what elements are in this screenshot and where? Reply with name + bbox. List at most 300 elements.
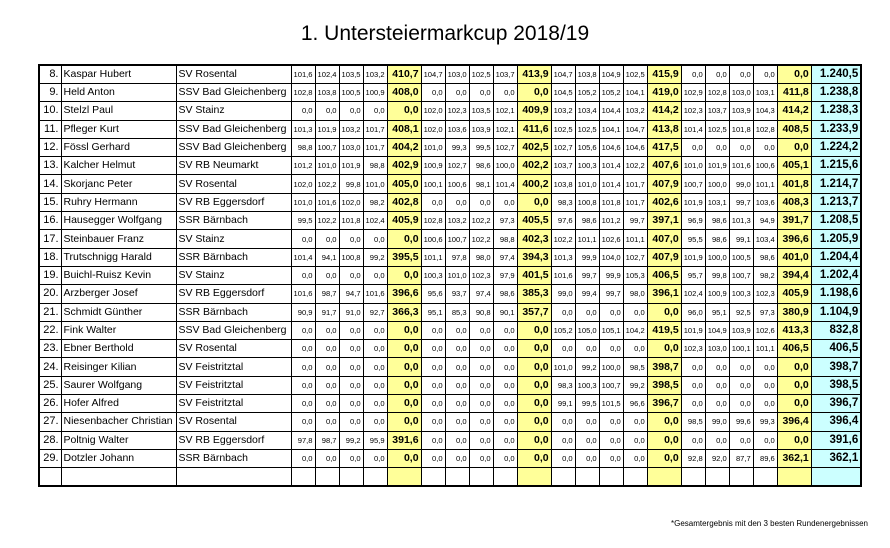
series-score-cell: 102,1 [493,102,517,120]
series-score-cell: 101,5 [599,395,623,413]
round-total-cell: 0,0 [387,358,421,376]
series-score-cell: 100,8 [339,248,363,266]
club-cell: SSR Bärnbach [176,303,291,321]
series-score-cell: 101,9 [705,157,729,175]
series-score-cell: 103,9 [729,102,753,120]
series-score-cell: 101,0 [363,175,387,193]
series-score-cell: 0,0 [445,376,469,394]
series-score-cell: 104,0 [599,248,623,266]
series-score-cell: 99,3 [753,413,777,431]
series-score-cell: 0,0 [339,395,363,413]
series-score-cell: 99,2 [339,431,363,449]
series-score-cell: 0,0 [291,321,315,339]
series-score-cell: 103,2 [339,120,363,138]
series-score-cell: 99,2 [363,248,387,266]
empty-cell [705,468,729,486]
grand-total-cell: 1.215,6 [811,157,861,175]
series-score-cell: 92,8 [681,449,705,467]
series-score-cell: 100,0 [705,175,729,193]
series-score-cell: 104,1 [599,120,623,138]
series-score-cell: 105,0 [575,321,599,339]
series-score-cell: 101,8 [729,120,753,138]
series-score-cell: 97,8 [445,248,469,266]
series-score-cell: 104,1 [623,84,647,102]
round-total-cell: 0,0 [517,431,551,449]
round-total-cell: 410,7 [387,65,421,84]
series-score-cell: 99,5 [291,212,315,230]
club-cell: SV Rosental [176,175,291,193]
series-score-cell: 101,7 [623,175,647,193]
series-score-cell: 100,3 [729,285,753,303]
round-total-cell: 405,0 [387,175,421,193]
series-score-cell: 0,0 [493,413,517,431]
series-score-cell: 0,0 [339,321,363,339]
empty-cell [623,468,647,486]
grand-total-cell: 396,7 [811,395,861,413]
series-score-cell: 102,5 [551,120,575,138]
round-total-cell: 407,0 [647,230,681,248]
series-score-cell: 102,7 [445,157,469,175]
series-score-cell: 104,2 [623,321,647,339]
series-score-cell: 104,5 [551,84,575,102]
round-total-cell: 0,0 [387,340,421,358]
round-total-cell: 408,3 [777,193,811,211]
round-total-cell: 396,1 [647,285,681,303]
series-score-cell: 100,9 [363,84,387,102]
club-cell: SV Stainz [176,102,291,120]
shooter-name-cell: Hausegger Wolfgang [61,212,176,230]
series-score-cell: 0,0 [681,376,705,394]
series-score-cell: 103,5 [469,102,493,120]
shooter-name-cell: Reisinger Kilian [61,358,176,376]
series-score-cell: 0,0 [291,449,315,467]
series-score-cell: 0,0 [339,230,363,248]
series-score-cell: 0,0 [575,431,599,449]
round-total-cell: 402,5 [517,138,551,156]
round-total-cell: 0,0 [777,358,811,376]
round-total-cell: 411,8 [777,84,811,102]
series-score-cell: 104,4 [599,102,623,120]
series-score-cell: 0,0 [421,413,445,431]
series-score-cell: 0,0 [421,193,445,211]
series-score-cell: 101,0 [445,266,469,284]
rank-cell: 12. [39,138,61,156]
series-score-cell: 99,9 [575,248,599,266]
grand-total-cell: 1.204,4 [811,248,861,266]
series-score-cell: 97,3 [753,303,777,321]
empty-cell [61,468,176,486]
table-row [39,138,861,156]
empty-cell [811,468,861,486]
round-total-cell: 401,8 [777,175,811,193]
series-score-cell: 100,9 [421,157,445,175]
series-score-cell: 0,0 [705,395,729,413]
series-score-cell: 100,6 [445,175,469,193]
grand-total-cell: 1.202,4 [811,266,861,284]
round-total-cell: 401,0 [777,248,811,266]
series-score-cell: 94,9 [753,212,777,230]
grand-total-cell: 398,5 [811,376,861,394]
series-score-cell: 0,0 [291,395,315,413]
grand-total-cell: 406,5 [811,340,861,358]
round-total-cell: 400,2 [517,175,551,193]
grand-total-cell: 1.198,6 [811,285,861,303]
rank-cell: 26. [39,395,61,413]
round-total-cell: 414,2 [647,102,681,120]
series-score-cell: 101,9 [681,248,705,266]
series-score-cell: 0,0 [291,358,315,376]
series-score-cell: 103,8 [315,84,339,102]
series-score-cell: 92,7 [363,303,387,321]
table-row [39,157,861,175]
round-total-cell: 419,5 [647,321,681,339]
series-score-cell: 0,0 [421,358,445,376]
grand-total-cell: 1.104,9 [811,303,861,321]
series-score-cell: 103,9 [469,120,493,138]
series-score-cell: 102,8 [705,84,729,102]
series-score-cell: 102,2 [551,230,575,248]
round-total-cell: 396,6 [387,285,421,303]
table-row [39,102,861,120]
round-total-cell: 391,7 [777,212,811,230]
series-score-cell: 98,6 [469,157,493,175]
series-score-cell: 0,0 [363,395,387,413]
series-score-cell: 101,1 [753,175,777,193]
round-total-cell: 406,5 [647,266,681,284]
series-score-cell: 99,9 [599,266,623,284]
series-score-cell: 0,0 [705,358,729,376]
series-score-cell: 101,7 [363,120,387,138]
series-score-cell: 102,8 [421,212,445,230]
series-score-cell: 0,0 [421,84,445,102]
round-total-cell: 413,3 [777,321,811,339]
empty-cell [753,468,777,486]
series-score-cell: 100,3 [421,266,445,284]
shooter-name-cell: Arzberger Josef [61,285,176,303]
series-score-cell: 90,9 [291,303,315,321]
shooter-name-cell: Dotzler Johann [61,449,176,467]
series-score-cell: 0,0 [681,138,705,156]
series-score-cell: 102,5 [575,120,599,138]
series-score-cell: 0,0 [729,431,753,449]
series-score-cell: 0,0 [551,449,575,467]
series-score-cell: 0,0 [445,84,469,102]
round-total-cell: 0,0 [777,431,811,449]
round-total-cell: 396,4 [777,413,811,431]
series-score-cell: 103,4 [753,230,777,248]
empty-cell [777,468,811,486]
series-score-cell: 0,0 [623,303,647,321]
round-total-cell: 0,0 [387,449,421,467]
series-score-cell: 97,8 [291,431,315,449]
rank-cell: 27. [39,413,61,431]
series-score-cell: 97,9 [493,266,517,284]
series-score-cell: 0,0 [469,413,493,431]
rank-cell: 20. [39,285,61,303]
series-score-cell: 0,0 [575,449,599,467]
series-score-cell: 105,1 [599,321,623,339]
round-total-cell: 419,0 [647,84,681,102]
series-score-cell: 0,0 [363,321,387,339]
series-score-cell: 0,0 [315,321,339,339]
empty-cell [599,468,623,486]
shooter-name-cell: Hofer Alfred [61,395,176,413]
table-row [39,212,861,230]
shooter-name-cell: Kalcher Helmut [61,157,176,175]
series-score-cell: 0,0 [493,358,517,376]
rank-cell: 28. [39,431,61,449]
round-total-cell: 0,0 [517,413,551,431]
shooter-name-cell: Kaspar Hubert [61,65,176,84]
series-score-cell: 104,7 [551,65,575,84]
series-score-cell: 102,0 [421,102,445,120]
series-score-cell: 0,0 [729,376,753,394]
series-score-cell: 0,0 [363,449,387,467]
series-score-cell: 101,6 [291,285,315,303]
series-score-cell: 0,0 [705,138,729,156]
shooter-name-cell: Ebner Berthold [61,340,176,358]
series-score-cell: 0,0 [315,230,339,248]
series-score-cell: 102,3 [753,285,777,303]
series-score-cell: 105,2 [575,84,599,102]
rank-cell: 11. [39,120,61,138]
round-total-cell: 405,5 [517,212,551,230]
round-total-cell: 394,3 [517,248,551,266]
empty-cell [291,468,315,486]
table-row [39,413,861,431]
empty-cell [387,468,421,486]
series-score-cell: 91,7 [315,303,339,321]
shooter-name-cell: Held Anton [61,84,176,102]
series-score-cell: 98,0 [623,285,647,303]
series-score-cell: 0,0 [445,321,469,339]
table-row [39,285,861,303]
series-score-cell: 90,8 [469,303,493,321]
empty-row [39,468,861,486]
series-score-cell: 105,2 [551,321,575,339]
series-score-cell: 0,0 [469,376,493,394]
series-score-cell: 99,2 [575,358,599,376]
series-score-cell: 103,6 [445,120,469,138]
round-total-cell: 0,0 [517,321,551,339]
grand-total-cell: 391,6 [811,431,861,449]
round-total-cell: 385,3 [517,285,551,303]
series-score-cell: 96,0 [681,303,705,321]
club-cell: SSV Bad Gleichenberg [176,138,291,156]
results-table [38,64,862,487]
series-score-cell: 102,4 [363,212,387,230]
empty-cell [176,468,291,486]
series-score-cell: 0,0 [421,340,445,358]
grand-total-cell: 1.224,2 [811,138,861,156]
series-score-cell: 100,5 [729,248,753,266]
series-score-cell: 0,0 [445,431,469,449]
series-score-cell: 87,7 [729,449,753,467]
series-score-cell: 103,0 [729,84,753,102]
series-score-cell: 0,0 [493,449,517,467]
empty-cell [575,468,599,486]
series-score-cell: 101,9 [681,193,705,211]
series-score-cell: 0,0 [291,230,315,248]
shooter-name-cell: Fink Walter [61,321,176,339]
series-score-cell: 100,3 [575,157,599,175]
series-score-cell: 103,6 [753,193,777,211]
empty-cell [469,468,493,486]
empty-cell [445,468,469,486]
series-score-cell: 103,8 [551,175,575,193]
empty-cell [517,468,551,486]
shooter-name-cell: Saurer Wolfgang [61,376,176,394]
series-score-cell: 105,6 [575,138,599,156]
series-score-cell: 99,3 [445,138,469,156]
series-score-cell: 0,0 [551,303,575,321]
round-total-cell: 0,0 [647,431,681,449]
series-score-cell: 104,9 [599,65,623,84]
round-total-cell: 0,0 [517,358,551,376]
series-score-cell: 0,0 [363,358,387,376]
round-total-cell: 0,0 [387,413,421,431]
series-score-cell: 0,0 [623,431,647,449]
round-total-cell: 414,2 [777,102,811,120]
series-score-cell: 0,0 [729,358,753,376]
series-score-cell: 0,0 [493,321,517,339]
series-score-cell: 102,5 [469,65,493,84]
series-score-cell: 0,0 [363,413,387,431]
series-score-cell: 101,0 [421,138,445,156]
rank-cell: 22. [39,321,61,339]
series-score-cell: 95,5 [681,230,705,248]
shooter-name-cell: Ruhry Hermann [61,193,176,211]
series-score-cell: 101,9 [681,321,705,339]
series-score-cell: 0,0 [599,340,623,358]
rank-cell: 14. [39,175,61,193]
series-score-cell: 95,7 [681,266,705,284]
empty-cell [39,468,61,486]
series-score-cell: 98,8 [291,138,315,156]
series-score-cell: 0,0 [469,395,493,413]
series-score-cell: 103,2 [445,212,469,230]
series-score-cell: 99,5 [575,395,599,413]
club-cell: SV Rosental [176,413,291,431]
series-score-cell: 103,7 [493,65,517,84]
round-total-cell: 0,0 [517,449,551,467]
series-score-cell: 102,3 [469,266,493,284]
series-score-cell: 101,0 [551,358,575,376]
grand-total-cell: 1.233,9 [811,120,861,138]
series-score-cell: 101,3 [551,248,575,266]
table-row [39,376,861,394]
series-score-cell: 0,0 [339,102,363,120]
series-score-cell: 105,3 [623,266,647,284]
series-score-cell: 0,0 [291,266,315,284]
series-score-cell: 100,7 [315,138,339,156]
series-score-cell: 101,9 [339,157,363,175]
club-cell: SV Feistritztal [176,376,291,394]
series-score-cell: 101,6 [291,65,315,84]
round-total-cell: 413,9 [517,65,551,84]
series-score-cell: 0,0 [753,65,777,84]
round-total-cell: 380,9 [777,303,811,321]
series-score-cell: 95,9 [363,431,387,449]
table-row [39,431,861,449]
round-total-cell: 0,0 [647,413,681,431]
series-score-cell: 0,0 [469,358,493,376]
table-row [39,230,861,248]
series-score-cell: 98,3 [551,193,575,211]
series-score-cell: 100,3 [575,376,599,394]
series-score-cell: 98,2 [363,193,387,211]
club-cell: SV RB Eggersdorf [176,193,291,211]
round-total-cell: 404,2 [387,138,421,156]
rank-cell: 8. [39,65,61,84]
series-score-cell: 102,8 [291,84,315,102]
series-score-cell: 0,0 [421,449,445,467]
series-score-cell: 0,0 [291,340,315,358]
club-cell: SV Feistritztal [176,358,291,376]
series-score-cell: 102,6 [599,230,623,248]
series-score-cell: 0,0 [339,340,363,358]
table-row [39,449,861,467]
series-score-cell: 0,0 [681,65,705,84]
series-score-cell: 98,5 [623,358,647,376]
series-score-cell: 0,0 [315,358,339,376]
round-total-cell: 407,6 [647,157,681,175]
series-score-cell: 101,3 [291,120,315,138]
series-score-cell: 100,6 [753,157,777,175]
round-total-cell: 415,9 [647,65,681,84]
series-score-cell: 0,0 [315,266,339,284]
series-score-cell: 99,1 [551,395,575,413]
series-score-cell: 104,7 [421,65,445,84]
table-row [39,395,861,413]
round-total-cell: 0,0 [387,321,421,339]
series-score-cell: 99,0 [729,175,753,193]
grand-total-cell: 1.208,5 [811,212,861,230]
series-score-cell: 0,0 [493,431,517,449]
round-total-cell: 402,9 [387,157,421,175]
series-score-cell: 102,8 [753,120,777,138]
round-total-cell: 398,5 [647,376,681,394]
series-score-cell: 0,0 [315,376,339,394]
series-score-cell: 98,7 [315,431,339,449]
round-total-cell: 366,3 [387,303,421,321]
series-score-cell: 0,0 [291,102,315,120]
series-score-cell: 0,0 [363,102,387,120]
series-score-cell: 102,2 [315,175,339,193]
series-score-cell: 0,0 [315,395,339,413]
series-score-cell: 103,1 [705,193,729,211]
round-total-cell: 391,6 [387,431,421,449]
series-score-cell: 0,0 [469,193,493,211]
series-score-cell: 100,1 [421,175,445,193]
series-score-cell: 101,0 [575,175,599,193]
series-score-cell: 102,4 [681,285,705,303]
series-score-cell: 98,6 [753,248,777,266]
series-score-cell: 0,0 [315,102,339,120]
series-score-cell: 96,9 [681,212,705,230]
rank-cell: 18. [39,248,61,266]
series-score-cell: 101,1 [575,230,599,248]
series-score-cell: 102,6 [753,321,777,339]
series-score-cell: 101,6 [315,193,339,211]
series-score-cell: 102,4 [315,65,339,84]
series-score-cell: 98,8 [363,157,387,175]
series-score-cell: 98,1 [469,175,493,193]
round-total-cell: 0,0 [387,376,421,394]
round-total-cell: 411,6 [517,120,551,138]
grand-total-cell: 832,8 [811,321,861,339]
club-cell: SV Rosental [176,340,291,358]
